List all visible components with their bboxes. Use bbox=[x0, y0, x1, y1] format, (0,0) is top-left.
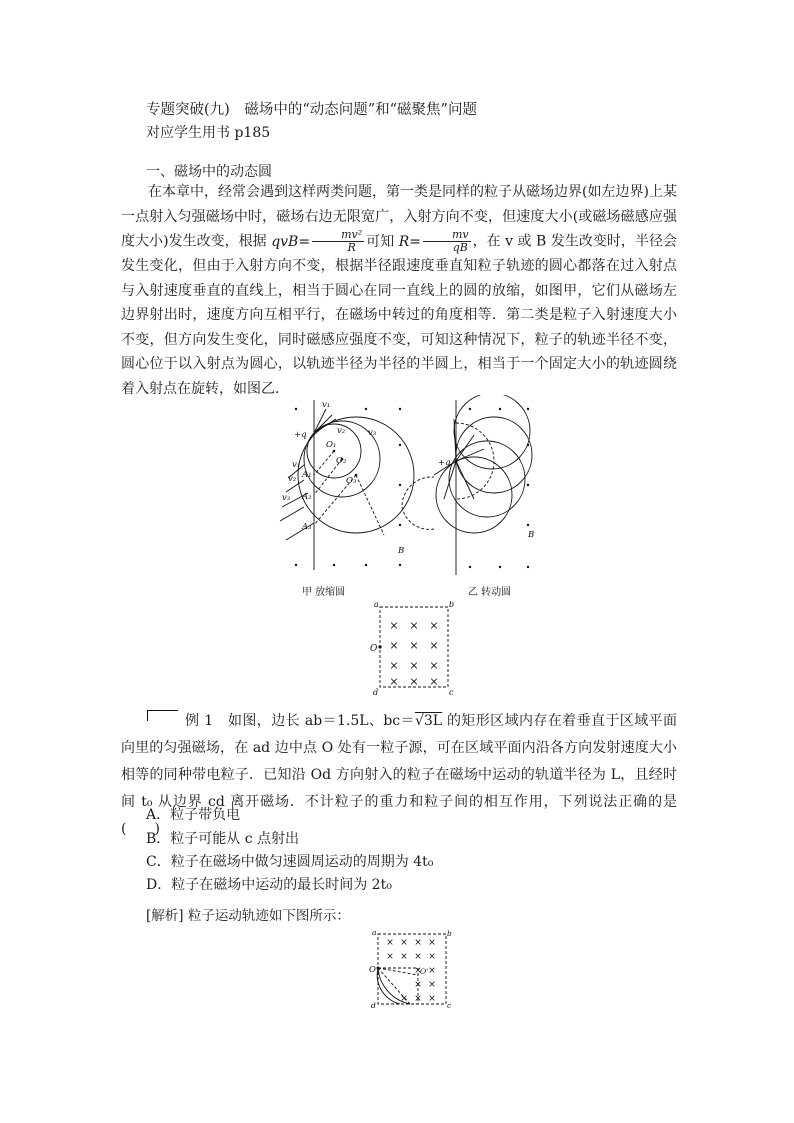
fraction-1-numerator: mv² bbox=[341, 228, 363, 241]
formula bbox=[271, 228, 472, 254]
label-v3-exit: v₃ bbox=[282, 493, 291, 503]
formula-equals: = bbox=[298, 233, 311, 250]
formula-qvB: qvB bbox=[271, 233, 299, 250]
corner-b-2: b bbox=[447, 930, 452, 938]
section-paragraph bbox=[121, 180, 677, 401]
cross-mark: × bbox=[389, 675, 399, 688]
label-O1: O₁ bbox=[326, 440, 337, 450]
analysis-text: [解析] 粒子运动轨迹如下图所示： bbox=[146, 908, 350, 924]
book-reference: 对应学生用书 p185 bbox=[146, 125, 271, 141]
label-O2: O₂ bbox=[336, 456, 347, 466]
cross-mark: × bbox=[429, 659, 439, 672]
cross-mark: × bbox=[429, 619, 439, 632]
figure-trajectory bbox=[366, 930, 456, 1010]
cross-mark: × bbox=[389, 639, 399, 652]
label-O3: O₃ bbox=[346, 476, 357, 486]
option-c[interactable]: C．粒子在磁场中做匀速圆周运动的周期为 4t₀ bbox=[146, 854, 434, 870]
cross-mark: × bbox=[409, 639, 419, 652]
formula-connector: 可知 bbox=[366, 233, 399, 250]
cross-mark: × bbox=[414, 994, 422, 1004]
cross-mark: × bbox=[428, 980, 436, 990]
label-v1-top: v₁ bbox=[322, 400, 331, 410]
formula-fraction-1 bbox=[312, 229, 364, 254]
figure-rect-field bbox=[368, 601, 458, 697]
label-q-right: +q bbox=[438, 458, 451, 468]
cross-mark: × bbox=[429, 639, 439, 652]
corner-a-2: a bbox=[372, 930, 377, 937]
label-A3: A₃ bbox=[302, 522, 312, 532]
fraction-2-denominator: qB bbox=[452, 241, 468, 254]
cross-mark: × bbox=[414, 952, 422, 962]
formula-fraction-2 bbox=[423, 229, 471, 254]
point-O: O bbox=[370, 644, 378, 654]
cross-mark: × bbox=[386, 938, 394, 948]
label-A1: A₁ bbox=[302, 470, 312, 480]
corner-b: b bbox=[449, 601, 455, 609]
label-A2: A₂ bbox=[302, 492, 312, 502]
cross-mark: × bbox=[428, 952, 436, 962]
corner-d: d bbox=[373, 688, 379, 697]
label-v1-exit: v₁ bbox=[292, 460, 301, 470]
cross-mark: × bbox=[429, 675, 439, 688]
cross-mark: × bbox=[409, 659, 419, 672]
label-B-right: B bbox=[528, 530, 534, 540]
formula-equals-2: = bbox=[409, 233, 421, 250]
corner-c: c bbox=[449, 688, 454, 697]
corner-d-2: d bbox=[371, 1001, 376, 1010]
cross-mark: × bbox=[428, 994, 436, 1004]
cross-mark: × bbox=[409, 675, 419, 688]
label-v2-exit: v₂ bbox=[288, 474, 297, 484]
option-d[interactable]: D．粒子在磁场中运动的最长时间为 2t₀ bbox=[146, 877, 392, 893]
caption-rotating: 乙 转动圆 bbox=[468, 587, 512, 598]
figure-dynamic-circles bbox=[274, 395, 534, 605]
paragraph-text-1: 在本章中，经常会遇到这样两类问题，第一类是同样的粒子从磁场边界(如左边界)上某一点射入匀强磁场中时，磁场右边无限宽广，入射方向不变，但速度大小(或磁场磁感应强度大小)发生改变，根据 bbox=[121, 184, 677, 250]
cross-mark: × bbox=[409, 619, 419, 632]
cross-mark: × bbox=[400, 994, 408, 1004]
cross-mark: × bbox=[414, 938, 422, 948]
label-v3-outer: v₃ bbox=[368, 428, 377, 438]
example-label: 例 1 bbox=[185, 713, 214, 729]
cross-mark: × bbox=[428, 966, 436, 976]
page-title: 专题突破(九) 磁场中的“动态问题”和“磁聚焦”问题 bbox=[146, 102, 477, 118]
cross-mark: × bbox=[389, 659, 399, 672]
cross-mark: × bbox=[386, 952, 394, 962]
fraction-2-numerator: mv bbox=[451, 228, 469, 241]
cross-mark: × bbox=[414, 980, 422, 990]
point-O-2: O bbox=[369, 965, 376, 975]
example-text-1: 如图，边长 ab＝1.5L、bc＝ bbox=[213, 713, 415, 729]
cross-mark: × bbox=[414, 966, 422, 976]
sqrt-3L: √3L bbox=[414, 713, 443, 729]
section-heading: 一、磁场中的动态圆 bbox=[146, 164, 272, 180]
example-text-2: 的矩形区域内存在着垂直于区域平面向里的匀强磁场，在 ad 边中点 O 处有一粒子源，可在区域平面内沿各方向发射速度大小相等的同种带电粒子．已知沿 Od 方向射入的粒子在磁场中运动的轨道半径为 L，且经时间 t₀ 从边界 cd 离开磁场．不计粒子的重力和粒子间的相互作用，下列说法正确的是( ) bbox=[121, 713, 678, 837]
formula-R: R bbox=[398, 233, 410, 250]
cross-mark: × bbox=[389, 619, 399, 632]
cross-mark: × bbox=[428, 938, 436, 948]
cross-mark: × bbox=[400, 938, 408, 948]
label-B-left: B bbox=[398, 546, 405, 556]
point-O-prime: O' bbox=[420, 967, 429, 976]
cross-mark: × bbox=[400, 952, 408, 962]
corner-a: a bbox=[374, 601, 379, 609]
corner-c-2: c bbox=[447, 1001, 452, 1010]
option-b[interactable]: B．粒子可能从 c 点射出 bbox=[146, 831, 300, 847]
fraction-1-denominator: R bbox=[347, 241, 356, 254]
paragraph-text-2: ，在 v 或 B 发生改变时，半径会发生变化，但由于入射方向不变，根据半径跟速度垂直知粒子轨迹的圆心都落在过入射点与入射速度垂直的直线上，相当于圆心在同一直线上的圆的放缩，如图甲，它们从磁场左边界射出时，速度方向互相平行，在磁场中转过的角度相等．第二类是粒子入射速度大小不变，但方向发生变化，同时磁感应强度不变，可知这种情况下，粒子的轨迹半径不变，圆心位于以入射点为圆心，以轨迹半径为半径的半圆上，相当于一个固定大小的轨迹圆绕着入射点在旋转，如图乙． bbox=[121, 233, 677, 397]
caption-scaling: 甲 放缩圆 bbox=[302, 587, 346, 598]
option-a[interactable]: A．粒子带负电 bbox=[146, 807, 241, 823]
label-q-left: +q bbox=[294, 430, 307, 440]
label-v2-inner: v₂ bbox=[337, 426, 346, 436]
